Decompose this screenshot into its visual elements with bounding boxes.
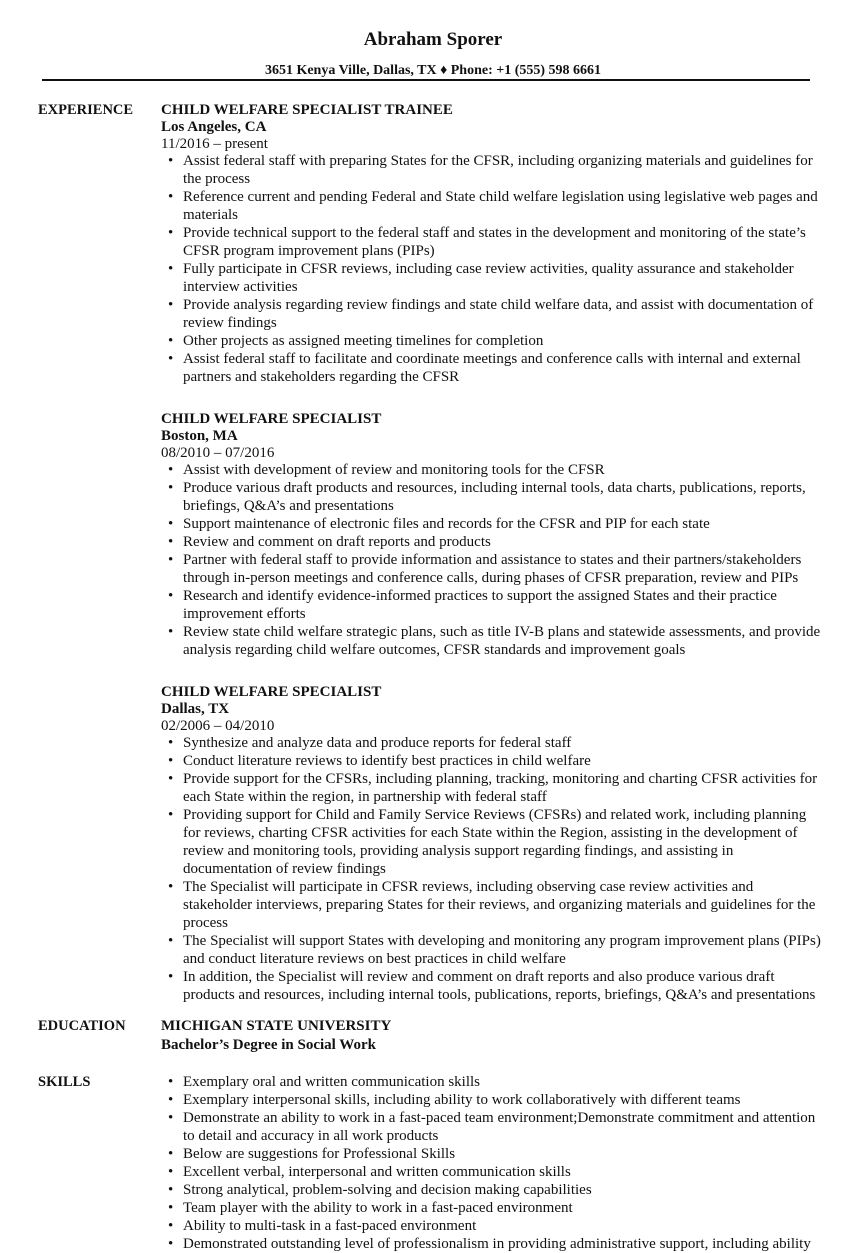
list-item: • Support maintenance of electronic files and records for the CFSR and PIP for each state [161, 515, 821, 533]
skills-body [161, 1073, 821, 1253]
job-location: Los Angeles, CA [161, 119, 267, 135]
degree: Bachelor’s Degree in Social Work [161, 1037, 376, 1053]
list-item: • Other projects as assigned meeting timelines for completion [161, 332, 821, 350]
list-item: • Excellent verbal, interpersonal and written communication skills [161, 1163, 821, 1181]
list-item: • Exemplary oral and written communication skills [161, 1073, 821, 1091]
contact-line: 3651 Kenya Ville, Dallas, TX ♦ Phone: +1 (555) 598 6661 [264, 63, 602, 78]
list-item: • Strong analytical, problem-solving and decision making capabilities [161, 1181, 821, 1199]
list-item: • Research and identify evidence-informed practices to support the assigned States and their practice improvement efforts [161, 587, 821, 623]
list-item: • The Specialist will support States with developing and monitoring any program improvement plans (PIPs) and conduct literature reviews on best practices in child welfare [161, 932, 821, 968]
list-item: • Assist federal staff to facilitate and coordinate meetings and conference calls with internal and external partners and stakeholders regarding the CFSR [161, 350, 821, 386]
experience-body [161, 101, 821, 1004]
list-item: • The Specialist will participate in CFSR reviews, including observing case review activities and stakeholder interviews, preparing States for their reviews, and organizing materials and guidelines for the process [161, 878, 821, 932]
education-label: EDUCATION [38, 1018, 126, 1034]
list-item: • Review and comment on draft reports and products [161, 533, 821, 551]
job-location: Dallas, TX [161, 701, 230, 717]
list-item: • Conduct literature reviews to identify best practices in child welfare [161, 752, 821, 770]
job-location: Boston, MA [161, 428, 238, 444]
list-item: • Provide technical support to the federal staff and states in the development and monitoring of the state’s CFSR program improvement plans (PIPs) [161, 224, 821, 260]
job-bullets [161, 152, 821, 386]
list-item: • Providing support for Child and Family Service Reviews (CFSRs) and related work, including planning for reviews, charting CFSR activities for each State within the Region, assisting in the development of review and monitoring tools, providing analysis support regarding findings, and assisting in documentation of review findings [161, 806, 821, 878]
job-dates: 02/2006 – 04/2010 [161, 718, 275, 734]
list-item: • Assist federal staff with preparing States for the CFSR, including organizing materials and guidelines for the process [161, 152, 821, 188]
list-item: • Provide analysis regarding review findings and state child welfare data, and assist with documentation of review findings [161, 296, 821, 332]
job-dates: 08/2010 – 07/2016 [161, 445, 275, 461]
list-item: • Provide support for the CFSRs, including planning, tracking, monitoring and charting CFSR activities for each State within the region, in partnership with federal staff [161, 770, 821, 806]
candidate-name: Abraham Sporer [363, 29, 503, 50]
list-item: • Reference current and pending Federal and State child welfare legislation using legislative web pages and materials [161, 188, 821, 224]
list-item: • Partner with federal staff to provide information and assistance to states and their partners/stakeholders through in-person meetings and conference calls, during phases of CFSR preparation, review and PIPs [161, 551, 821, 587]
experience-label: EXPERIENCE [38, 102, 134, 118]
list-item: • Synthesize and analyze data and produce reports for federal staff [161, 734, 821, 752]
resume-header [0, 0, 866, 79]
header-divider [42, 79, 810, 81]
job-title: CHILD WELFARE SPECIALIST TRAINEE [161, 102, 453, 118]
list-item: • Demonstrated outstanding level of professionalism in providing administrative support, including ability [161, 1235, 821, 1253]
list-item: • Below are suggestions for Professional Skills [161, 1145, 821, 1163]
job-bullets [161, 734, 821, 1004]
job-dates: 11/2016 – present [161, 136, 268, 152]
list-item: • Review state child welfare strategic plans, such as title IV-B plans and statewide assessments, and provide analysis regarding child welfare outcomes, CFSR standards and improvement goals [161, 623, 821, 659]
list-item: • Team player with the ability to work in a fast-paced environment [161, 1199, 821, 1217]
list-item: • Fully participate in CFSR reviews, including case review activities, quality assurance and stakeholder interview activities [161, 260, 821, 296]
education-body [161, 1017, 821, 1054]
list-item: • Assist with development of review and monitoring tools for the CFSR [161, 461, 821, 479]
job-title: CHILD WELFARE SPECIALIST [161, 411, 382, 427]
list-item: • Exemplary interpersonal skills, including ability to work collaboratively with different teams [161, 1091, 821, 1109]
skills-label: SKILLS [38, 1074, 91, 1090]
list-item: • In addition, the Specialist will review and comment on draft reports and also produce various draft products and resources, including internal tools, publications, reports, briefings, Q&A’s and presentations [161, 968, 821, 1004]
list-item: • Ability to multi-task in a fast-paced environment [161, 1217, 821, 1235]
list-item: • Produce various draft products and resources, including internal tools, data charts, publications, reports, briefings, Q&A’s and presentations [161, 479, 821, 515]
school-name: MICHIGAN STATE UNIVERSITY [161, 1018, 392, 1034]
job-entry [161, 683, 821, 1004]
job-bullets [161, 461, 821, 659]
job-entry [161, 410, 821, 659]
list-item: • Demonstrate an ability to work in a fast-paced team environment;Demonstrate commitment and attention to detail and accuracy in all work products [161, 1109, 821, 1145]
skills-list [161, 1073, 821, 1253]
job-title: CHILD WELFARE SPECIALIST [161, 684, 382, 700]
job-entry [161, 101, 821, 386]
